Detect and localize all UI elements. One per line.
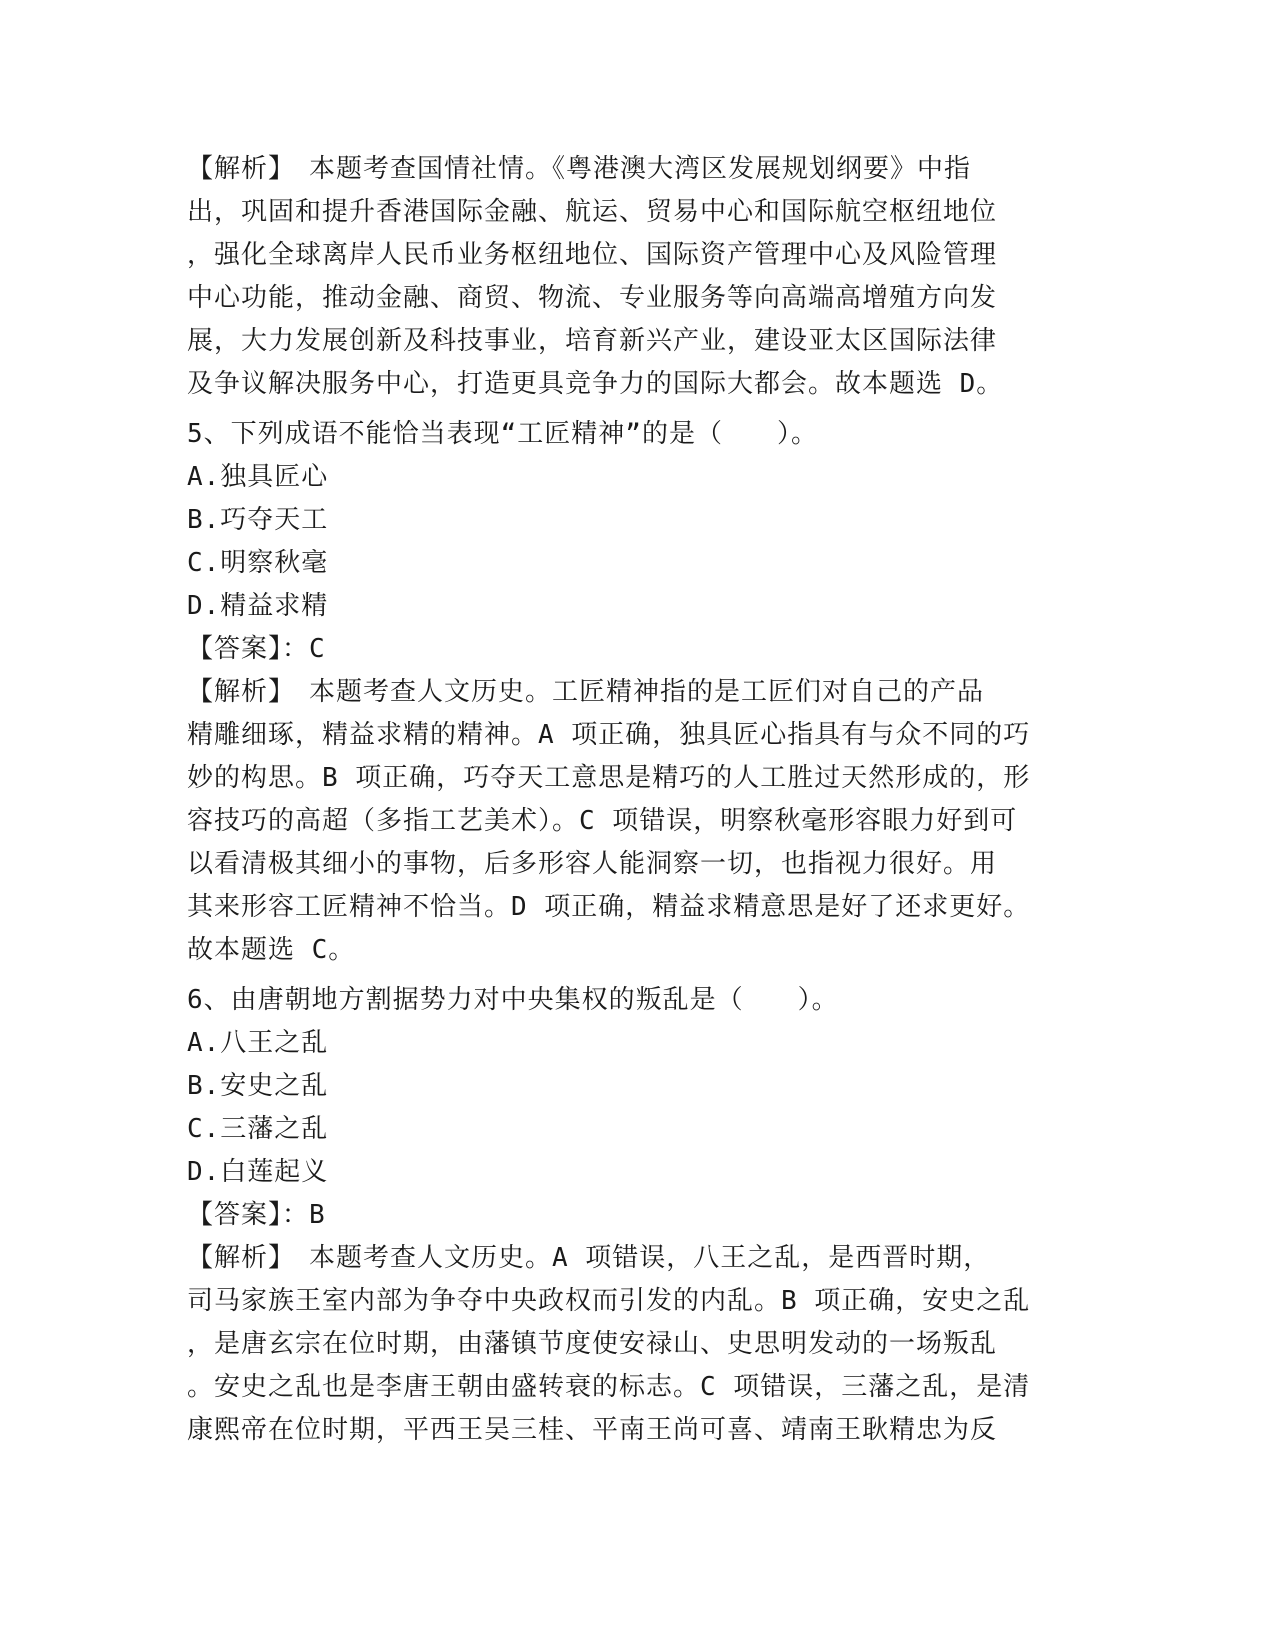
answer-line: 【答案】：C: [187, 634, 326, 664]
analysis-line: 司马家族王室内部为争夺中央政权而引发的内乱。B 项正确，安史之乱: [187, 1286, 1031, 1316]
question-text: 5、下列成语不能恰当表现“工匠精神”的是（ ）。: [187, 419, 818, 449]
answer-line: 【答案】：B: [187, 1200, 326, 1230]
analysis-line: ，强化全球离岸人民币业务枢纽地位、国际资产管理中心及风险管理: [187, 240, 998, 270]
question-6: [187, 979, 1087, 1452]
analysis-line: 精雕细琢，精益求精的精神。A 项正确，独具匠心指具有与众不同的巧: [187, 720, 1031, 750]
analysis-line: 出，巩固和提升香港国际金融、航运、贸易中心和国际航空枢纽地位: [187, 197, 998, 227]
option-a: A.八王之乱: [187, 1028, 329, 1058]
analysis-line: ，是唐玄宗在位时期，由藩镇节度使安禄山、史思明发动的一场叛乱: [187, 1329, 998, 1359]
analysis-line: 【解析】 本题考查人文历史。工匠精神指的是工匠们对自己的产品: [187, 677, 985, 707]
option-a: A.独具匠心: [187, 462, 329, 492]
option-c: C.明察秋毫: [187, 548, 329, 578]
option-c: C.三藩之乱: [187, 1114, 329, 1144]
analysis-line: 其来形容工匠精神不恰当。D 项正确，精益求精意思是好了还求更好。: [187, 892, 1031, 922]
analysis-line: 。安史之乱也是李唐王朝由盛转衰的标志。C 项错误，三藩之乱，是清: [187, 1372, 1031, 1402]
q4-analysis: [187, 148, 1087, 406]
question-text: 6、由唐朝地方割据势力对中央集权的叛乱是（ ）。: [187, 985, 839, 1015]
question-5: [187, 413, 1087, 972]
analysis-line: 及争议解决服务中心，打造更具竞争力的国际大都会。故本题选 D。: [187, 369, 1004, 399]
option-b: B.巧夺天工: [187, 505, 329, 535]
analysis-line: 康熙帝在位时期，平西王吴三桂、平南王尚可喜、靖南王耿精忠为反: [187, 1415, 998, 1445]
document-page: [187, 148, 1087, 1452]
analysis-line: 【解析】 本题考查人文历史。A 项错误，八王之乱，是西晋时期，: [187, 1243, 991, 1273]
analysis-line: 妙的构思。B 项正确，巧夺天工意思是精巧的人工胜过天然形成的，形: [187, 763, 1031, 793]
analysis-line: 故本题选 C。: [187, 935, 356, 965]
analysis-line: 展，大力发展创新及科技事业，培育新兴产业，建设亚太区国际法律: [187, 326, 998, 356]
option-b: B.安史之乱: [187, 1071, 329, 1101]
option-d: D.精益求精: [187, 591, 329, 621]
option-d: D.白莲起义: [187, 1157, 329, 1187]
analysis-line: 【解析】 本题考查国情社情。《粤港澳大湾区发展规划纲要》中指: [187, 154, 972, 184]
analysis-line: 以看清极其细小的事物，后多形容人能洞察一切，也指视力很好。用: [187, 849, 998, 879]
analysis-line: 容技巧的高超（多指工艺美术）。C 项错误，明察秋毫形容眼力好到可: [187, 806, 1018, 836]
analysis-line: 中心功能，推动金融、商贸、物流、专业服务等向高端高增殖方向发: [187, 283, 998, 313]
